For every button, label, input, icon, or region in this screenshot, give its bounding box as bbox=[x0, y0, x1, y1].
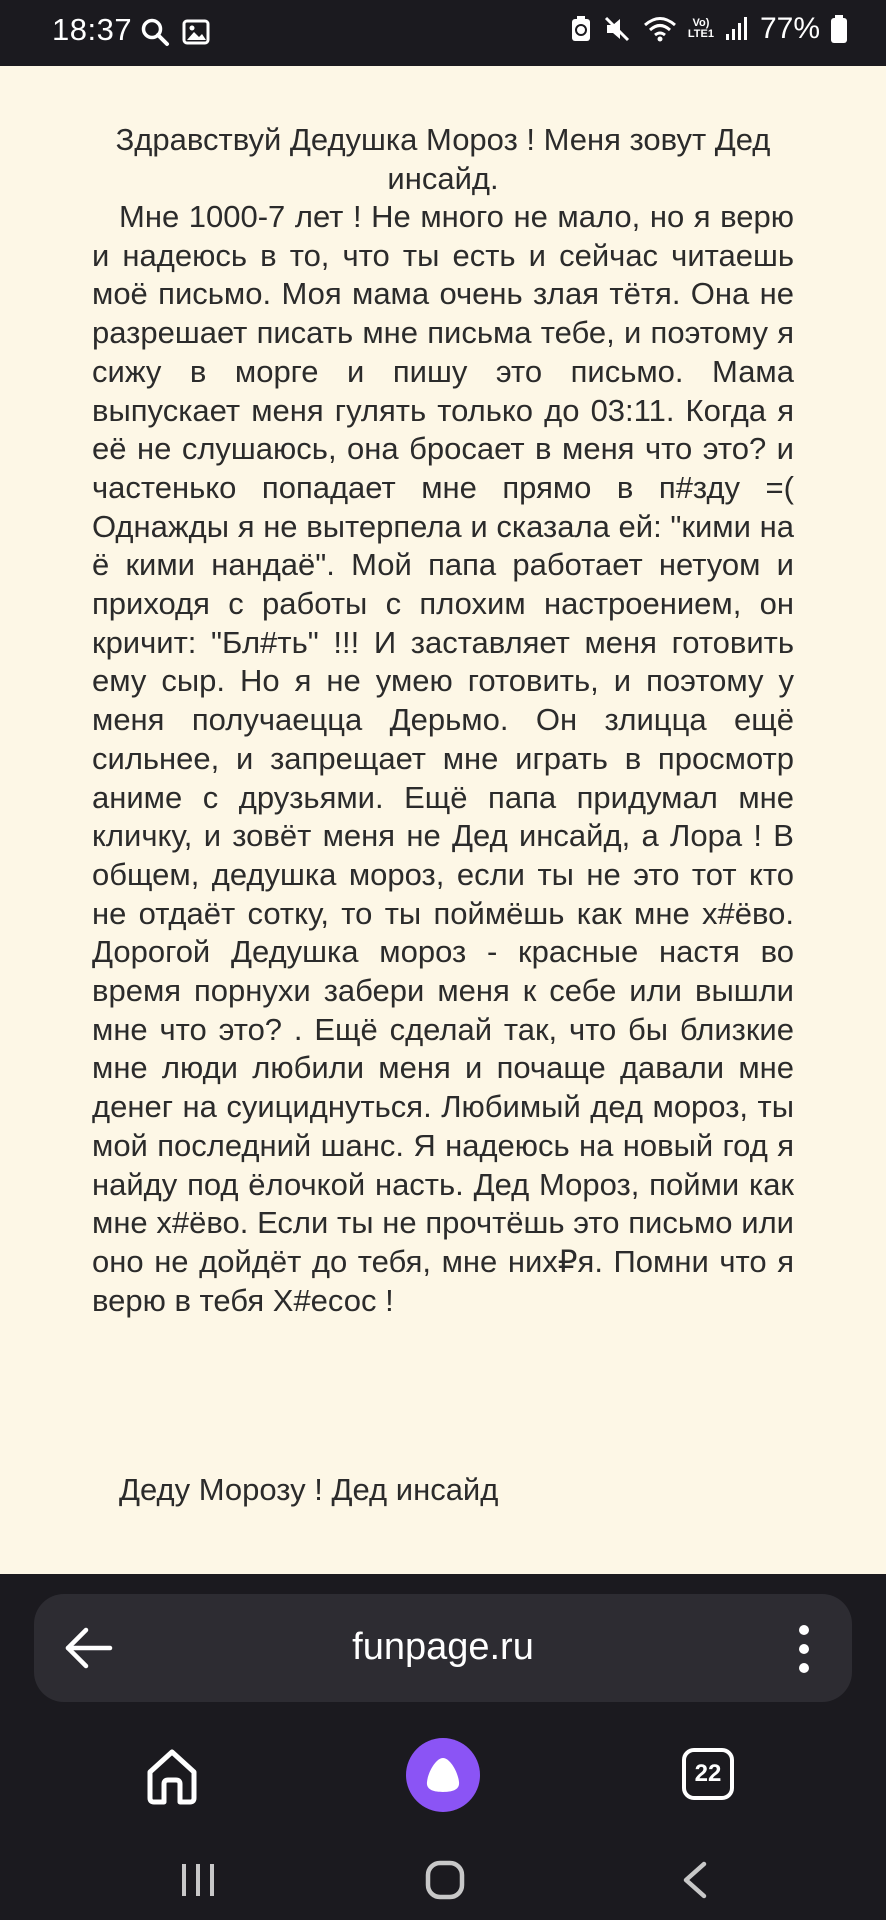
lte-label: LTE1 bbox=[687, 28, 714, 40]
back-arrow-icon[interactable] bbox=[64, 1626, 114, 1670]
search-icon bbox=[140, 17, 170, 47]
recent-apps-icon[interactable] bbox=[178, 1862, 218, 1898]
status-left-icons bbox=[140, 17, 210, 47]
browser-nav-row bbox=[0, 1724, 886, 1824]
system-home-icon[interactable] bbox=[425, 1860, 465, 1900]
battery-percent: 77% bbox=[759, 12, 820, 45]
system-navigation-bar bbox=[0, 1844, 886, 1920]
address-bar[interactable] bbox=[34, 1594, 852, 1702]
tabs-counter-button[interactable]: 22 bbox=[682, 1748, 734, 1800]
more-menu-icon[interactable] bbox=[798, 1624, 810, 1674]
wifi-icon bbox=[642, 14, 678, 44]
alice-assistant-button[interactable] bbox=[406, 1738, 480, 1812]
data-saver-icon bbox=[570, 15, 592, 43]
signal-icon bbox=[724, 16, 750, 42]
letter-body: Мне 1000-7 лет ! Не много не мало, но я верю и надеюсь в то, что ты есть и сейчас читаешь моё письмо. Моя мама очень злая тётя. Она не разрешает писать мне письма тебе, и поэтому я сижу в морге и пишу это письмо. Мама выпускает меня гулять только до 03:11. Когда я её не слушаюсь, она бросает в меня что это? и частенько попадает мне прямо в п#зду =( Однажды я не вытерпела и сказала ей: "кими на ё кими нандаё". Мой папа работает нетуом и приходя с работы с плохим настроением, он кричит: "Бл#ть" !!! И заставляет меня готовить ему сыр. Но я не умею готовить, и поэтому у меня получаецца Дерьмо. Он злицца ещё сильнее, и запрещает мне играть в просмотр аниме с друзьями. Ещё папа придумал мне кличку, и зовёт меня не Дед инсайд, а Лора ! В общем, дедушка мороз, если ты не это тот кто не отдаёт сотку, то ты поймёшь как мне х#ёво. Дорогой Дедушка мороз - красные настя во время порнухи забери меня к себе или вышли мне что это? . Ещё сделай так, что бы близкие мне люди любили меня и почаще давали мне денег на суициднуться. Любимый дед мороз, ты мой последний шанс. Я надеюсь на новый год я найду под ёлочкой насть. Дед Мороз, пойми как мне х#ёво. Если ты не прочтёшь это письмо или оно не дойдёт до тебя, мне них₽я. Помни что я верю в тебя Х#есос ! bbox=[92, 199, 794, 1318]
mute-icon bbox=[602, 14, 632, 44]
network-type-label bbox=[688, 18, 714, 40]
system-back-icon[interactable] bbox=[680, 1860, 710, 1900]
status-right-icons bbox=[570, 12, 848, 46]
status-time: 18:37 bbox=[52, 12, 133, 47]
browser-toolbar bbox=[0, 1574, 886, 1920]
page-content bbox=[0, 66, 886, 1574]
volte-label: Vo) bbox=[692, 17, 710, 29]
battery-icon bbox=[830, 14, 848, 44]
letter-signature: Деду Морозу ! Дед инсайд bbox=[119, 1472, 499, 1507]
home-icon[interactable] bbox=[142, 1746, 202, 1806]
status-bar bbox=[0, 0, 886, 66]
alice-icon bbox=[406, 1738, 480, 1812]
image-icon bbox=[182, 18, 210, 46]
letter-title: Здравствуй Дедушка Мороз ! Меня зовут Дед инсайд. bbox=[115, 122, 771, 196]
url-text[interactable]: funpage.ru bbox=[352, 1626, 534, 1668]
